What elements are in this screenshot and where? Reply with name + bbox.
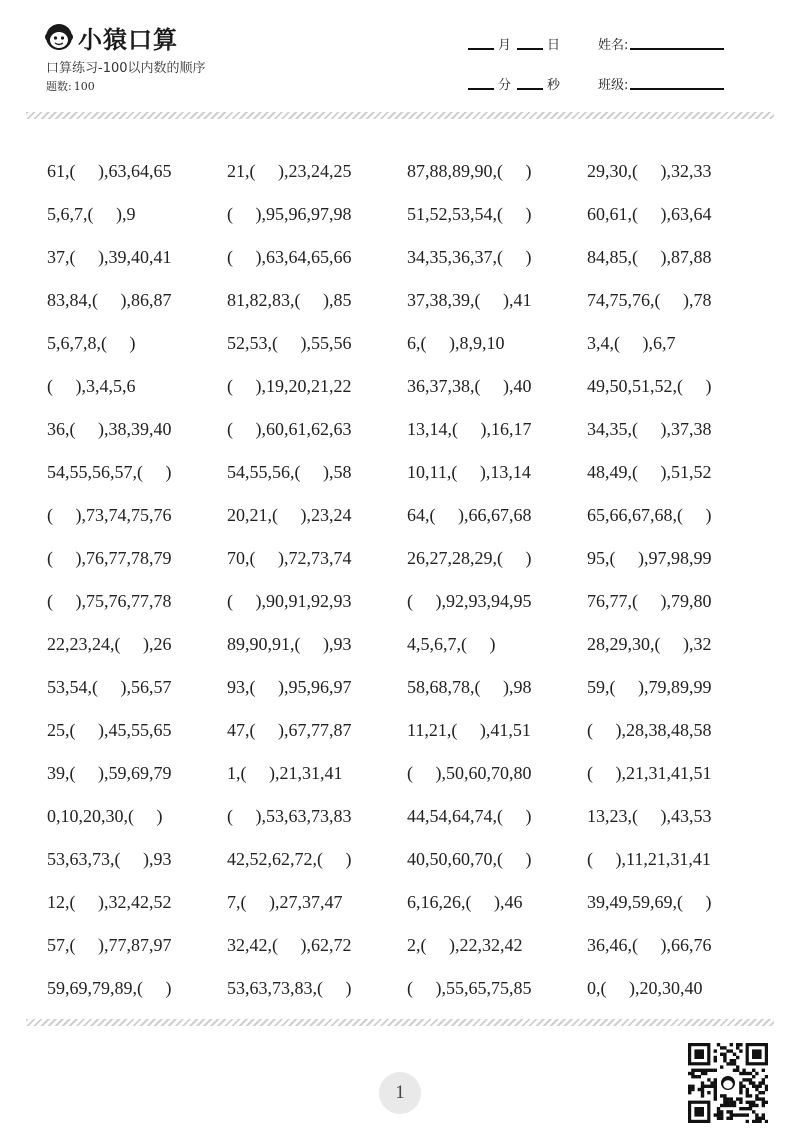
problem-item: 53,63,73,83,( ) xyxy=(227,978,352,998)
problem-item: 0,( ),20,30,40 xyxy=(587,978,703,998)
problem-item: 29,30,( ),32,33 xyxy=(587,161,712,181)
problem-item: ( ),11,21,31,41 xyxy=(587,849,711,869)
worksheet-header xyxy=(0,0,800,120)
problem-item: 52,53,( ),55,56 xyxy=(227,333,352,353)
problem-row xyxy=(47,322,767,365)
problem-item: 2,( ),22,32,42 xyxy=(407,935,523,955)
problem-item: 48,49,( ),51,52 xyxy=(587,462,712,482)
problem-item: 64,( ),66,67,68 xyxy=(407,505,532,525)
problem-row xyxy=(47,709,767,752)
problem-row xyxy=(47,623,767,666)
problem-item: 44,54,64,74,( ) xyxy=(407,806,532,826)
problem-item: 60,61,( ),63,64 xyxy=(587,204,712,224)
problem-row xyxy=(47,881,767,924)
problem-item: 74,75,76,( ),78 xyxy=(587,290,712,310)
problem-item: 54,55,56,57,( ) xyxy=(47,462,172,482)
problem-row xyxy=(47,451,767,494)
problem-item: 39,49,59,69,( ) xyxy=(587,892,712,912)
problem-item: 7,( ),27,37,47 xyxy=(227,892,343,912)
top-divider xyxy=(26,112,774,119)
problem-item: ( ),19,20,21,22 xyxy=(227,376,352,396)
problem-item: 34,35,( ),37,38 xyxy=(587,419,712,439)
day-blank[interactable] xyxy=(517,48,543,50)
problem-count-label: 题数: xyxy=(46,80,72,93)
problem-item: ( ),73,74,75,76 xyxy=(47,505,172,525)
time-field xyxy=(468,74,566,93)
problem-item: ( ),53,63,73,83 xyxy=(227,806,352,826)
problem-item: 36,( ),38,39,40 xyxy=(47,419,172,439)
problem-count xyxy=(46,78,95,94)
page-number: 1 xyxy=(379,1072,421,1114)
problem-item: 21,( ),23,24,25 xyxy=(227,161,352,181)
problem-item: 0,10,20,30,( ) xyxy=(47,806,163,826)
problem-item: 39,( ),59,69,79 xyxy=(47,763,172,783)
problem-item: 34,35,36,37,( ) xyxy=(407,247,532,267)
problem-item: 83,84,( ),86,87 xyxy=(47,290,172,310)
monkey-logo-icon xyxy=(44,22,74,52)
problem-item: 25,( ),45,55,65 xyxy=(47,720,172,740)
problem-item: 59,69,79,89,( ) xyxy=(47,978,172,998)
problem-item: ( ),90,91,92,93 xyxy=(227,591,352,611)
problem-item: 76,77,( ),79,80 xyxy=(587,591,712,611)
second-label: 秒 xyxy=(547,78,561,93)
brand-name: 小猿口算 xyxy=(78,25,178,54)
problem-item: 54,55,56,( ),58 xyxy=(227,462,352,482)
problem-row xyxy=(47,193,767,236)
problem-item: 42,52,62,72,( ) xyxy=(227,849,352,869)
problem-item: 6,( ),8,9,10 xyxy=(407,333,505,353)
problem-row xyxy=(47,967,767,1010)
problem-item: 1,( ),21,31,41 xyxy=(227,763,343,783)
problem-row xyxy=(47,408,767,451)
problem-item: 47,( ),67,77,87 xyxy=(227,720,352,740)
problem-row xyxy=(47,365,767,408)
problem-row xyxy=(47,666,767,709)
problem-item: 36,37,38,( ),40 xyxy=(407,376,532,396)
problem-item: 26,27,28,29,( ) xyxy=(407,548,532,568)
problem-item: ( ),92,93,94,95 xyxy=(407,591,532,611)
problem-row xyxy=(47,795,767,838)
problem-item: 37,38,39,( ),41 xyxy=(407,290,532,310)
problem-item: 11,21,( ),41,51 xyxy=(407,720,531,740)
problem-item: 81,82,83,( ),85 xyxy=(227,290,352,310)
problem-item: 53,54,( ),56,57 xyxy=(47,677,172,697)
problem-row xyxy=(47,580,767,623)
qr-code-icon xyxy=(688,1043,768,1123)
problem-row xyxy=(47,279,767,322)
month-label: 月 xyxy=(498,38,512,53)
month-blank[interactable] xyxy=(468,48,494,50)
problem-item: ( ),75,76,77,78 xyxy=(47,591,172,611)
problem-item: 22,23,24,( ),26 xyxy=(47,634,172,654)
problem-row xyxy=(47,150,767,193)
problem-item: 37,( ),39,40,41 xyxy=(47,247,172,267)
problem-item: 84,85,( ),87,88 xyxy=(587,247,712,267)
problem-item: 58,68,78,( ),98 xyxy=(407,677,532,697)
name-label: 姓名: xyxy=(598,38,629,53)
brand-logo xyxy=(44,20,178,54)
problem-item: 10,11,( ),13,14 xyxy=(407,462,531,482)
problem-item: 89,90,91,( ),93 xyxy=(227,634,352,654)
problem-item: 6,16,26,( ),46 xyxy=(407,892,523,912)
problem-item: 59,( ),79,89,99 xyxy=(587,677,712,697)
problem-item: ( ),21,31,41,51 xyxy=(587,763,712,783)
second-blank[interactable] xyxy=(517,88,543,90)
minute-blank[interactable] xyxy=(468,88,494,90)
problem-item: 53,63,73,( ),93 xyxy=(47,849,172,869)
problem-item: ( ),3,4,5,6 xyxy=(47,376,136,396)
problem-item: 5,6,7,( ),9 xyxy=(47,204,136,224)
name-blank[interactable] xyxy=(630,48,724,50)
minute-label: 分 xyxy=(498,78,512,93)
problem-item: ( ),28,38,48,58 xyxy=(587,720,712,740)
worksheet-title: 口算练习-100以内数的顺序 xyxy=(46,61,206,76)
problem-item: ( ),63,64,65,66 xyxy=(227,247,352,267)
problem-item: ( ),95,96,97,98 xyxy=(227,204,352,224)
problem-item: 40,50,60,70,( ) xyxy=(407,849,532,869)
problem-item: 36,46,( ),66,76 xyxy=(587,935,712,955)
problem-row xyxy=(47,236,767,279)
problem-item: ( ),50,60,70,80 xyxy=(407,763,532,783)
problem-row xyxy=(47,924,767,967)
problem-item: 57,( ),77,87,97 xyxy=(47,935,172,955)
problem-row xyxy=(47,537,767,580)
problem-grid xyxy=(47,150,767,1010)
problem-item: 70,( ),72,73,74 xyxy=(227,548,352,568)
problem-item: 20,21,( ),23,24 xyxy=(227,505,352,525)
problem-item: 49,50,51,52,( ) xyxy=(587,376,712,396)
problem-item: ( ),60,61,62,63 xyxy=(227,419,352,439)
problem-item: 28,29,30,( ),32 xyxy=(587,634,712,654)
problem-row xyxy=(47,494,767,537)
problem-item: 95,( ),97,98,99 xyxy=(587,548,712,568)
problem-item: 87,88,89,90,( ) xyxy=(407,161,532,181)
bottom-divider xyxy=(26,1019,774,1026)
problem-item: 3,4,( ),6,7 xyxy=(587,333,676,353)
problem-item: ( ),55,65,75,85 xyxy=(407,978,532,998)
problem-item: 51,52,53,54,( ) xyxy=(407,204,532,224)
problem-count-value: 100 xyxy=(73,80,95,93)
problem-item: 13,14,( ),16,17 xyxy=(407,419,532,439)
date-field xyxy=(468,34,566,53)
problem-item: 65,66,67,68,( ) xyxy=(587,505,712,525)
problem-item: 5,6,7,8,( ) xyxy=(47,333,136,353)
problem-item: 61,( ),63,64,65 xyxy=(47,161,172,181)
class-field xyxy=(598,74,724,93)
problem-row xyxy=(47,752,767,795)
day-label: 日 xyxy=(547,38,561,53)
problem-item: 32,42,( ),62,72 xyxy=(227,935,352,955)
problem-item: 93,( ),95,96,97 xyxy=(227,677,352,697)
problem-item: 13,23,( ),43,53 xyxy=(587,806,712,826)
problem-item: ( ),76,77,78,79 xyxy=(47,548,172,568)
problem-item: 4,5,6,7,( ) xyxy=(407,634,496,654)
problem-row xyxy=(47,838,767,881)
class-blank[interactable] xyxy=(630,88,724,90)
name-field xyxy=(598,34,724,53)
problem-item: 12,( ),32,42,52 xyxy=(47,892,172,912)
class-label: 班级: xyxy=(598,78,629,93)
